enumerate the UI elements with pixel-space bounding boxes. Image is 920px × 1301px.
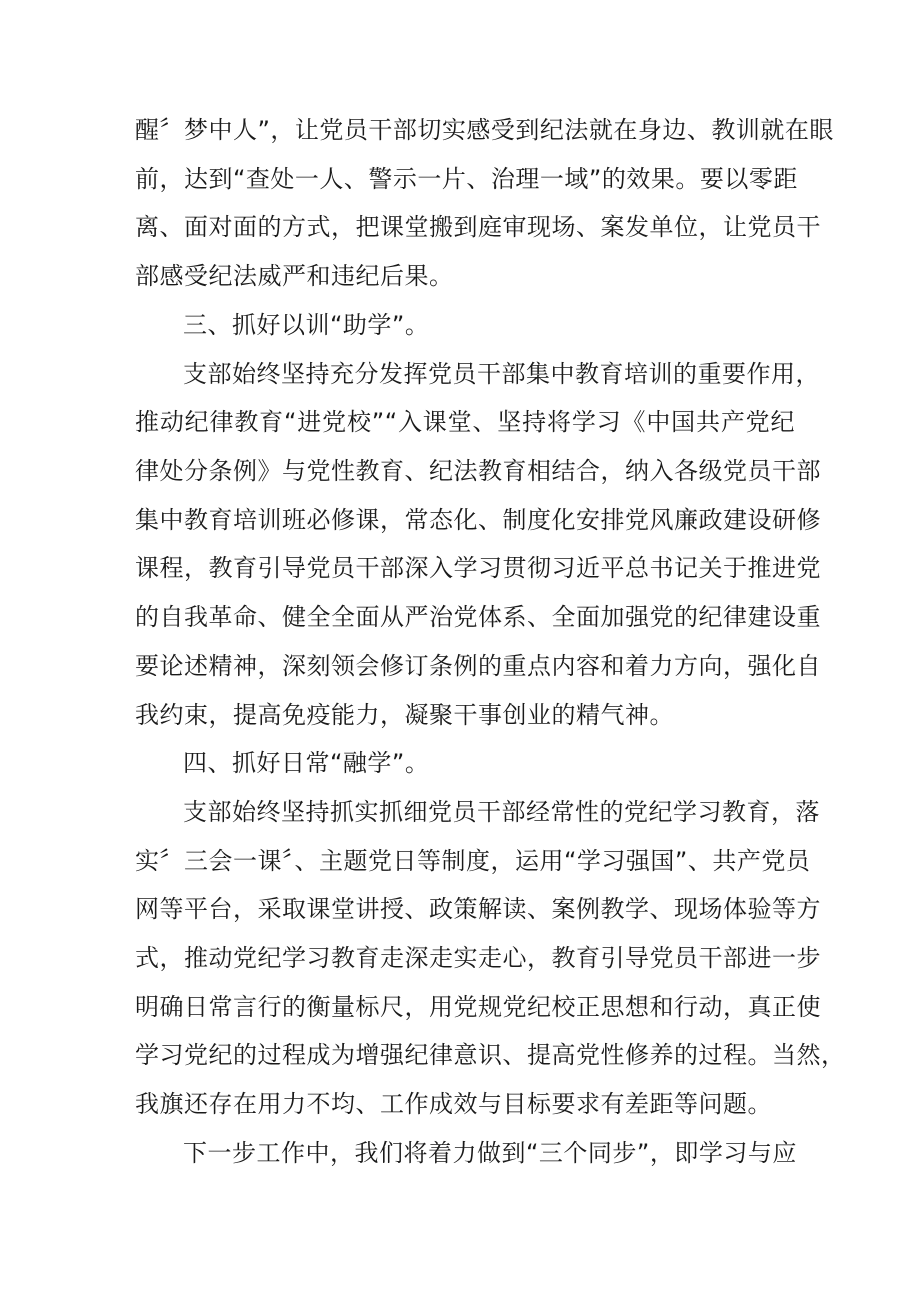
paragraph-line: 明确日常言行的衡量标尺，用党规党纪校正思想和行动，真正使 [135,993,821,1021]
paragraph-line: 我旗还存在用力不均、工作成效与目标要求有差距等问题。 [135,1090,772,1118]
paragraph-line: 实〞三会一课〞、主题党日等制度，运用“学习强国”、共产党员 [135,847,811,875]
paragraph-line: 下一步工作中，我们将着力做到“三个同步”，即学习与应 [183,1139,797,1167]
paragraph-line: 集中教育培训班必修课，常态化、制度化安排党风廉政建设研修 [135,506,821,534]
paragraph-line: 学习党纪的过程成为增强纪律意识、提高党性修养的过程。当然， [135,1041,846,1069]
paragraph-line: 要论述精神，深刻领会修订条例的重点内容和着力方向，强化自 [135,652,821,680]
paragraph-line: 部感受纪法威严和违纪后果。 [135,262,454,290]
paragraph-line: 网等平台，采取课堂讲授、政策解读、案例教学、现场体验等方 [135,895,821,923]
paragraph-line: 我约束，提高免疫能力，凝聚干事创业的精气神。 [135,701,674,729]
paragraph-line: 离、面对面的方式，把课堂搬到庭审现场、案发单位，让党员干 [135,213,821,241]
paragraph-line: 式，推动党纪学习教育走深走实走心，教育引导党员干部进一步 [135,944,821,972]
paragraph-line: 醒〞梦中人”，让党员干部切实感受到纪法就在身边、教训就在眼 [135,116,834,144]
paragraph-line: 的自我革命、健全全面从严治党体系、全面加强党的纪律建设重 [135,603,821,631]
section-heading: 四、抓好日常“融学”。 [183,749,430,777]
paragraph-line: 课程，教育引导党员干部深入学习贯彻习近平总书记关于推进党 [135,554,821,582]
paragraph-line: 支部始终坚持抓实抓细党员干部经常性的党纪学习教育，落 [183,798,820,826]
paragraph-line: 推动纪律教育“进党校”“入课堂、坚持将学习《中国共产党纪 [135,408,795,436]
paragraph-line: 律处分条例》与党性教育、纪法教育相结合，纳入各级党员干部 [135,457,821,485]
paragraph-line: 支部始终坚持充分发挥党员干部集中教育培训的重要作用， [183,360,820,388]
paragraph-line: 前，达到“查处一人、警示一片、治理一域”的效果。要以零距 [135,165,798,193]
section-heading: 三、抓好以训“助学”。 [183,311,430,339]
